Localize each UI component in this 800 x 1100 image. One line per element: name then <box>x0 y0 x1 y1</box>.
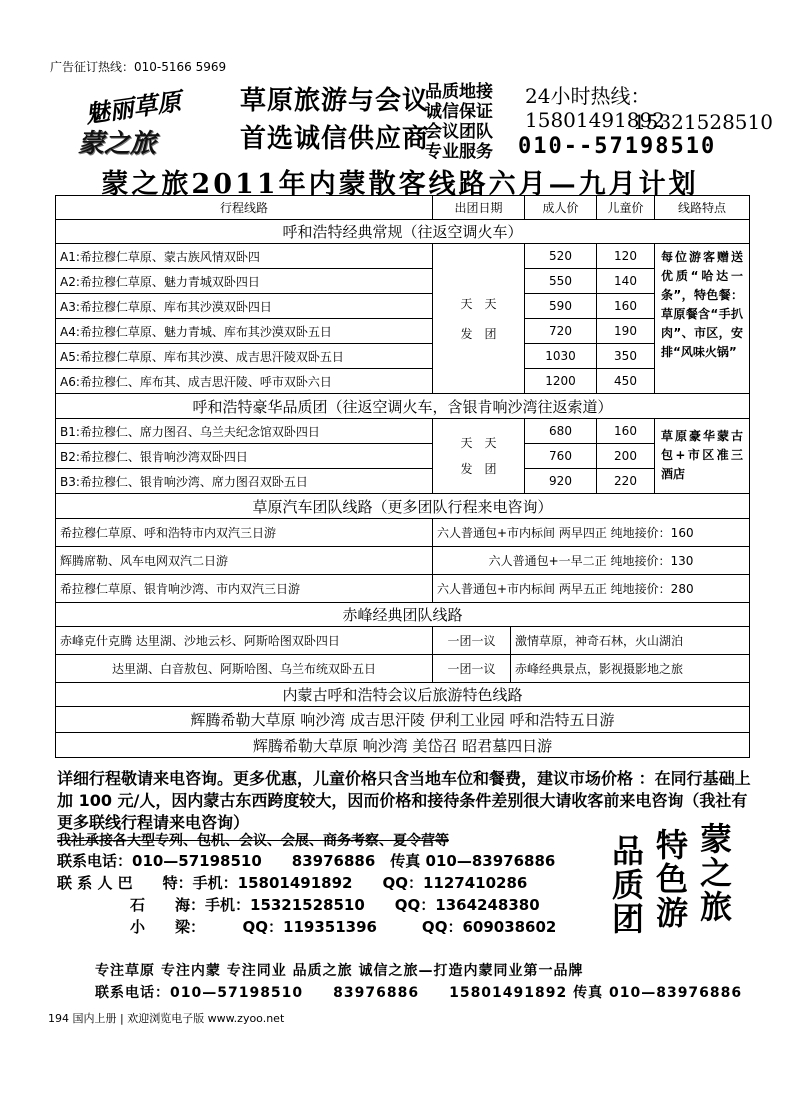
contact-xiao: 小 梁： QQ：119351396 QQ：609038602 <box>130 918 557 936</box>
feature-item: 会议团队 <box>425 122 493 142</box>
route-name: A1:希拉穆仁草原、蒙古族风情双卧四 <box>56 244 433 268</box>
table-row <box>55 546 750 574</box>
feature-item: 品质地接 <box>425 82 493 102</box>
footer-contact: 联系电话：010—57198510 83976886 15801491892 传真 010—83976886 <box>95 985 743 1001</box>
stamp-char: 之 <box>700 854 733 892</box>
child-price: 140 <box>597 269 655 293</box>
route-feature: 赤峰经典景点，影视摄影地之旅 <box>515 662 684 676</box>
route-name: B2:希拉穆仁、银肯响沙湾双卧四日 <box>56 444 433 468</box>
departure-date: 一团一议 <box>433 655 511 682</box>
services-line: 我社承接各大型专列、包机、会议、会展、商务考察、夏令营等 <box>57 833 449 849</box>
departure-date-line: 天 天 <box>460 436 497 450</box>
route-name: 辉腾席勒、风车电网双汽二日游 <box>56 547 433 574</box>
adult-price: 920 <box>525 469 597 493</box>
stamp-char: 色 <box>656 860 689 898</box>
adult-price: 590 <box>525 294 597 318</box>
header <box>50 78 773 162</box>
section-title: 呼和浩特豪华品质团（往返空调火车，含银肯响沙湾往返索道） <box>192 397 613 416</box>
table-row <box>55 468 750 493</box>
stamp-char: 团 <box>612 900 645 938</box>
child-price: 160 <box>597 419 655 443</box>
section-title: 赤峰经典团队线路 <box>342 606 463 624</box>
ad-hotline: 广告征订热线：010-5166 5969 <box>50 60 227 74</box>
route-name: B1:希拉穆仁、席力图召、乌兰夫纪念馆双卧四日 <box>56 419 433 443</box>
package-info: 六人普通包+市内标间 两早四正 纯地接价：160 <box>437 526 694 540</box>
section-title: 内蒙古呼和浩特会议后旅游特色线路 <box>282 686 523 704</box>
section-row <box>55 219 750 243</box>
section-row <box>55 602 750 626</box>
child-price: 200 <box>597 444 655 468</box>
feature-list <box>425 82 493 162</box>
table-row <box>55 732 750 758</box>
adult-price: 1200 <box>525 369 597 393</box>
route-name: B3:希拉穆仁、银肯响沙湾、席力图召双卧五日 <box>56 469 433 493</box>
adult-price: 680 <box>525 419 597 443</box>
page-footer: 194 国内上册 | 欢迎浏览电子版 www.zyoo.net <box>48 1012 285 1025</box>
route-name: A2:希拉穆仁草原、魅力青城双卧四日 <box>56 269 433 293</box>
feature-item: 专业服务 <box>425 142 493 162</box>
stamp-char: 质 <box>612 866 645 904</box>
hotline-number-1: 15801491892 <box>525 108 665 132</box>
feature-item: 诚信保证 <box>425 102 493 122</box>
route-name: A6:希拉穆仁、库布其、成吉思汗陵、呼市双卧六日 <box>56 369 433 393</box>
route-table <box>55 195 750 758</box>
table-row <box>55 368 750 393</box>
route-name: A5:希拉穆仁草原、库布其沙漠、成吉思汗陵双卧五日 <box>56 344 433 368</box>
section-title: 呼和浩特经典常规（往返空调火车） <box>282 223 523 241</box>
stamp-column <box>612 834 644 936</box>
section-title: 草原汽车团队线路（更多团队行程来电咨询） <box>252 497 553 516</box>
child-price: 160 <box>597 294 655 318</box>
stamp-char: 游 <box>656 894 689 932</box>
route-name: A4:希拉穆仁草原、魅力青城、库布其沙漠双卧五日 <box>56 319 433 343</box>
route-name: 希拉穆仁草原、呼和浩特市内双汽三日游 <box>56 519 433 546</box>
adult-price: 760 <box>525 444 597 468</box>
section-row <box>55 682 750 706</box>
column-header: 成人价 <box>525 196 597 219</box>
route-feature-note: 每位游客赠送优质“哈达一条”，特色餐：草原餐含“手扒肉”、市区，安排“风味火锅” <box>655 244 749 393</box>
stamp-char: 特 <box>656 826 689 864</box>
regular-group <box>55 243 750 393</box>
departure-date-line: 天 天 <box>460 296 497 311</box>
meeting-route: 辉腾希勒大草原 响沙湾 美岱召 昭君墓四日游 <box>252 736 553 755</box>
child-price: 190 <box>597 319 655 343</box>
table-row <box>55 654 750 682</box>
adult-price: 720 <box>525 319 597 343</box>
adult-price: 550 <box>525 269 597 293</box>
stamp-char: 旅 <box>700 888 733 926</box>
page-title: 蒙之旅2011年内蒙散客线路六月—九月计划 <box>101 169 699 200</box>
table-row <box>55 268 750 293</box>
table-row <box>55 706 750 732</box>
adult-price: 520 <box>525 244 597 268</box>
departure-date-cell <box>433 244 525 393</box>
table-header-row <box>55 195 750 219</box>
child-price: 350 <box>597 344 655 368</box>
child-price: 220 <box>597 469 655 493</box>
section-row <box>55 393 750 418</box>
footer-motto: 专注草原 专注内蒙 专注同业 品质之旅 诚信之旅—打造内蒙同业第一品牌 <box>95 963 584 979</box>
table-row <box>55 626 750 654</box>
stamp-char: 蒙 <box>700 820 733 858</box>
table-row <box>55 443 750 468</box>
column-header: 行程线路 <box>56 196 433 219</box>
column-header: 出团日期 <box>433 196 525 219</box>
slogan-line1: 草原旅游与会议 <box>240 86 430 116</box>
hotline-label: 24小时热线： <box>525 84 651 108</box>
stamp-column <box>700 822 732 924</box>
table-row <box>55 418 750 443</box>
package-info: 六人普通包+一早二正 纯地接价：130 <box>488 554 694 568</box>
route-name: 希拉穆仁草原、银肯响沙湾、市内双汽三日游 <box>56 575 433 602</box>
luxury-group <box>55 418 750 493</box>
route-name: A3:希拉穆仁草原、库布其沙漠双卧四日 <box>56 294 433 318</box>
table-row <box>55 243 750 268</box>
main-phone: 010--57198510 <box>518 134 717 159</box>
table-row <box>55 318 750 343</box>
contact-shi: 石 海：手机：15321528510 QQ：1364248380 <box>130 896 540 914</box>
table-row <box>55 574 750 602</box>
route-name: 赤峰克什克腾 达里湖、沙地云杉、阿斯哈图双卧四日 <box>56 627 433 654</box>
table-row <box>55 518 750 546</box>
brand-logo <box>50 78 235 158</box>
route-name: 达里湖、白音敖包、阿斯哈图、乌兰布统双卧五日 <box>56 655 433 682</box>
departure-date-line: 发 团 <box>460 326 497 341</box>
slogan-line2: 首选诚信供应商 <box>240 124 430 154</box>
departure-date: 一团一议 <box>433 627 511 654</box>
child-price: 120 <box>597 244 655 268</box>
section-row <box>55 493 750 518</box>
logo-line1: 魅丽草原 <box>83 86 183 129</box>
contact-ba: 联 系 人 巴 特：手机：15801491892 QQ：1127410286 <box>57 874 528 892</box>
adult-price: 1030 <box>525 344 597 368</box>
package-info: 六人普通包+市内标间 两早五正 纯地接价：280 <box>437 582 694 596</box>
hotline-number-2: 15321528510 <box>633 110 773 134</box>
child-price: 450 <box>597 369 655 393</box>
details-paragraph: 详细行程敬请来电咨询。更多优惠，儿童价格只含当地车位和餐费，建议市场价格 ：在同行基础上加 100 元/人，因内蒙古东西跨度较大，因而价格和接待条件差别很大请收客前来电咨询（我社有更多联线行程请来电咨询） <box>57 769 751 832</box>
stamp-column <box>656 828 688 930</box>
table-row <box>55 293 750 318</box>
contact-tel: 联系电话：010—57198510 83976886 传真 010—83976886 <box>57 852 556 870</box>
departure-date-line: 发 团 <box>460 462 497 476</box>
column-header: 儿童价 <box>597 196 655 219</box>
departure-date-cell <box>433 419 525 493</box>
meeting-route: 辉腾希勒大草原 响沙湾 成吉思汗陵 伊利工业园 呼和浩特五日游 <box>190 711 615 729</box>
table-row <box>55 343 750 368</box>
route-feature: 激情草原，神奇石林，火山湖泊 <box>515 634 684 648</box>
route-feature-note: 草原豪华蒙古包+市区准三酒店 <box>655 419 749 493</box>
column-header: 线路特点 <box>677 201 726 215</box>
stamp-char: 品 <box>612 832 645 870</box>
logo-line2: 蒙之旅 <box>78 129 157 159</box>
